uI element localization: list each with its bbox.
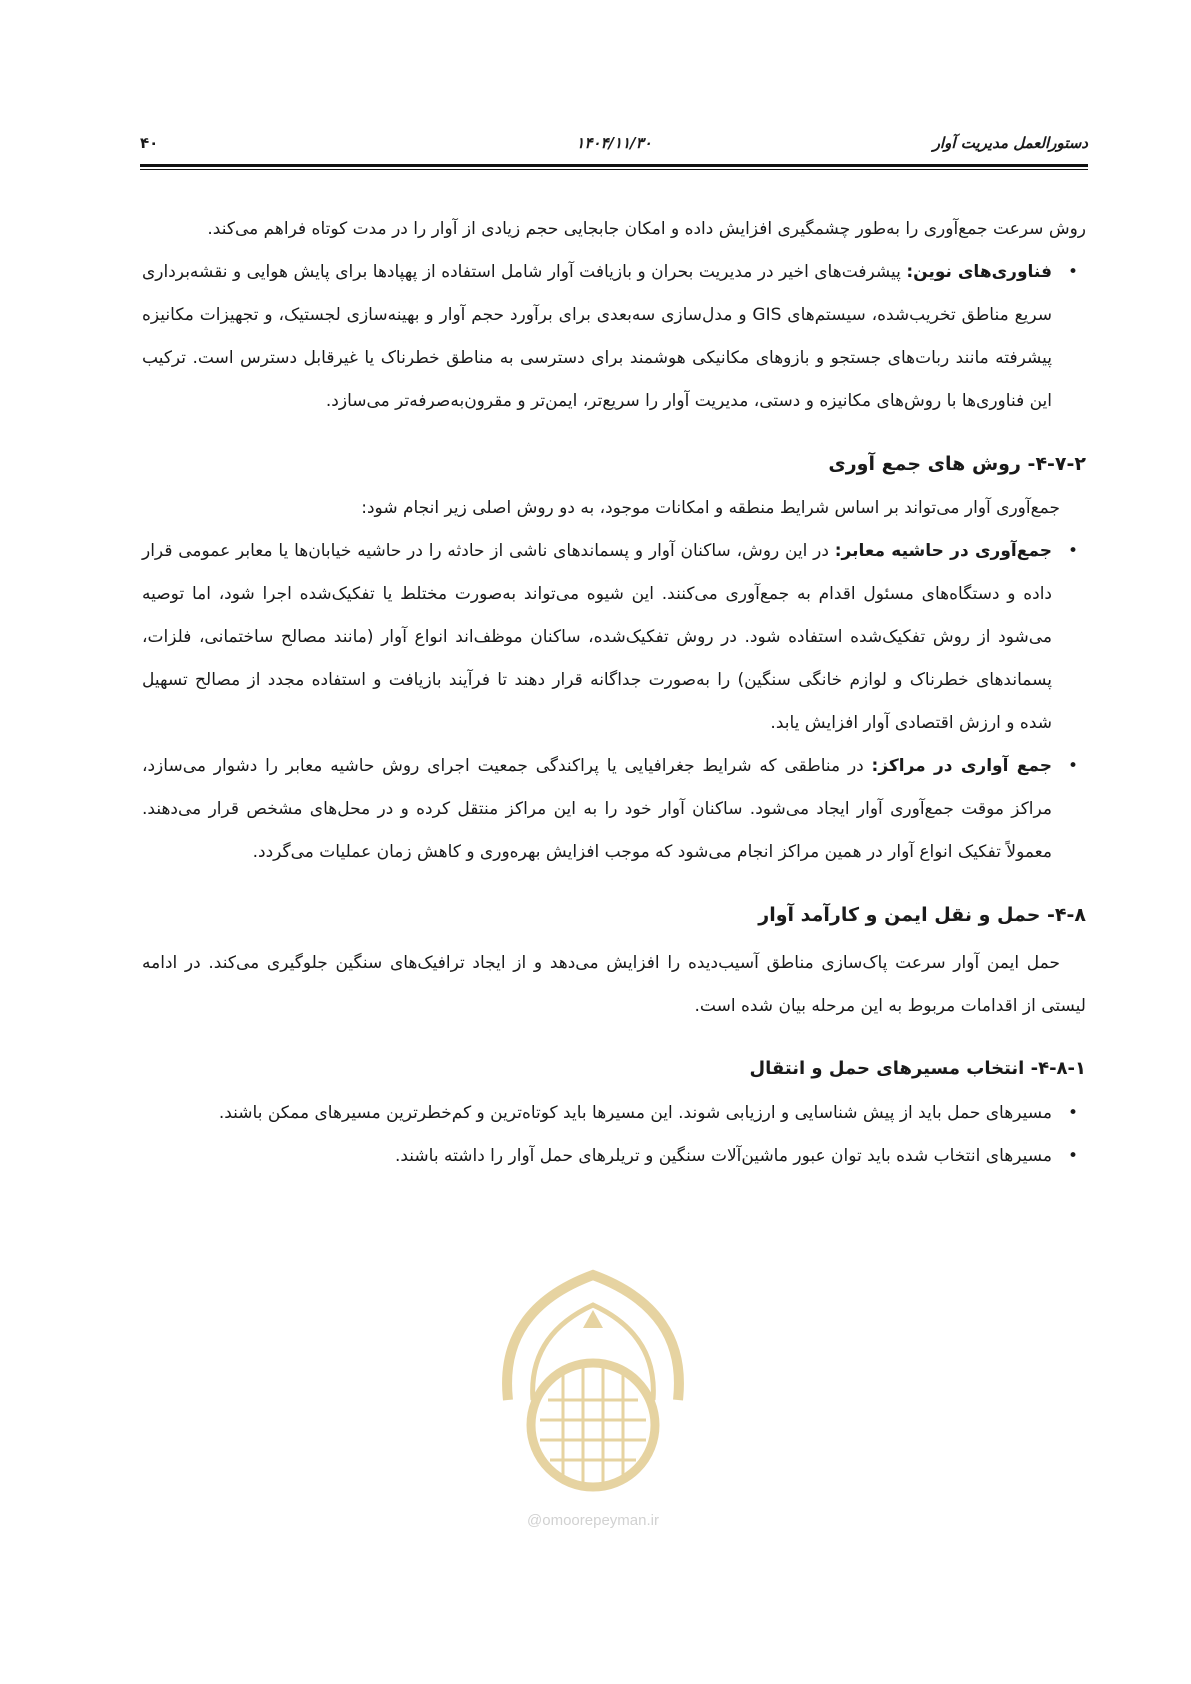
list-item: • مسیرهای انتخاب شده باید توان عبور ماشین‌آلات سنگین و تریلرهای حمل آوار را داشته باشند. [142, 1135, 1086, 1178]
watermark-text: @omoorepeyman.ir [527, 1512, 659, 1529]
bullet-label: فناوری‌های نوین: [906, 262, 1052, 282]
page-header [140, 120, 1088, 154]
bullet-text: در این روش، ساکنان آوار و پسماندهای ناشی از حادثه را در حاشیه خیابان‌ها یا معابر عمومی قرار داده و دستگاه‌های مسئول اقدام به جمع‌آوری می‌کنند. این شیوه می‌تواند به‌صورت مختلط یا تفکیک‌شده اجرا شود، اما توصیه می‌شود از روش تفکیک‌شده استفاده شود. در روش تفکیک‌شده، ساکنان موظف‌اند انواع آوار (مانند مصالح ساختمانی، فلزات، پسماندهای خطرناک و لوازم خانگی سنگین) را به‌صورت جداگانه قرار دهند تا فرآیند بازیافت و استفاده مجدد از مصالح تسهیل شده و ارزش اقتصادی آوار افزایش یابد. [142, 541, 1052, 733]
list-item [142, 251, 1086, 423]
section-heading-4-8: ۴-۸- حمل و نقل ایمن و کارآمد آوار [758, 904, 1086, 926]
main-content [142, 208, 1086, 1178]
header-rule-thin [140, 169, 1088, 170]
section-heading-4-8-1: ۴-۸-۱- انتخاب مسیرهای حمل و انتقال [749, 1058, 1086, 1079]
header-rule-thick [140, 164, 1088, 167]
bullet-text: در مناطقی که شرایط جغرافیایی یا پراکندگی جمعیت اجرای روش حاشیه معابر را دشوار می‌سازد، مراکز موقت جمع‌آوری آوار ایجاد می‌شود. ساکنان آوار خود را به این مراکز منتقل کرده و در محل‌های مشخص قرار می‌دهند. معمولاً تفکیک انواع آوار در همین مراکز انجام می‌شود که موجب افزایش بهره‌وری و کاهش زمان عملیات می‌گردد. [142, 756, 1052, 862]
tech-bullet-list [142, 251, 1086, 423]
page-number: ۴۰ [140, 134, 159, 152]
seal-logo-icon [478, 1250, 708, 1505]
bullet-label: جمع آواری در مراکز: [871, 756, 1052, 776]
list-item [142, 530, 1086, 745]
header-date: ۱۴۰۴/۱۱/۳۰ [576, 134, 652, 152]
watermark [478, 1250, 708, 1550]
intro-paragraph: روش سرعت جمع‌آوری را به‌طور چشمگیری افزایش داده و امکان جابجایی حجم زیادی از آوار را در مدت کوتاه فراهم می‌کند. [207, 219, 1086, 239]
route-selection-list [142, 1092, 1086, 1178]
list-item: • مسیرهای حمل باید از پیش شناسایی و ارزیابی شوند. این مسیرها باید کوتاه‌ترین و کم‌خطرترین مسیرهای ممکن باشند. [142, 1092, 1086, 1135]
section-intro: جمع‌آوری آوار می‌تواند بر اساس شرایط منطقه و امکانات موجود، به دو روش اصلی زیر انجام شود: [361, 498, 1060, 518]
bullet-text: پیشرفت‌های اخیر در مدیریت بحران و بازیافت آوار شامل استفاده از پهپادها برای پایش هوایی و نقشه‌برداری سریع مناطق تخریب‌شده، سیستم‌های GIS و مدل‌سازی سه‌بعدی برای برآورد حجم آوار و بهینه‌سازی لجستیک، و تجهیزات مکانیزه پیشرفته مانند ربات‌های جستجو و بازوهای مکانیکی هوشمند برای دسترسی به مناطق خطرناک یا غیرقابل دسترس است. ترکیب این فناوری‌ها با روش‌های مکانیزه و دستی، مدیریت آوار را سریع‌تر، ایمن‌تر و مقرون‌به‌صرفه‌تر می‌سازد. [142, 262, 1052, 411]
list-item [142, 745, 1086, 874]
collection-methods-list [142, 530, 1086, 874]
bullet-label: جمع‌آوری در حاشیه معابر: [834, 541, 1052, 561]
header-title: دستورالعمل مدیریت آوار [932, 134, 1088, 152]
section-heading-4-7-2: ۴-۷-۲- روش های جمع آوری [828, 453, 1086, 475]
section-paragraph: حمل ایمن آوار سرعت پاک‌سازی مناطق آسیب‌دیده را افزایش می‌دهد و از ایجاد ترافیک‌های سنگین جلوگیری می‌کند. در ادامه لیستی از اقدامات مربوط به این مرحله بیان شده است. [142, 953, 1086, 1016]
